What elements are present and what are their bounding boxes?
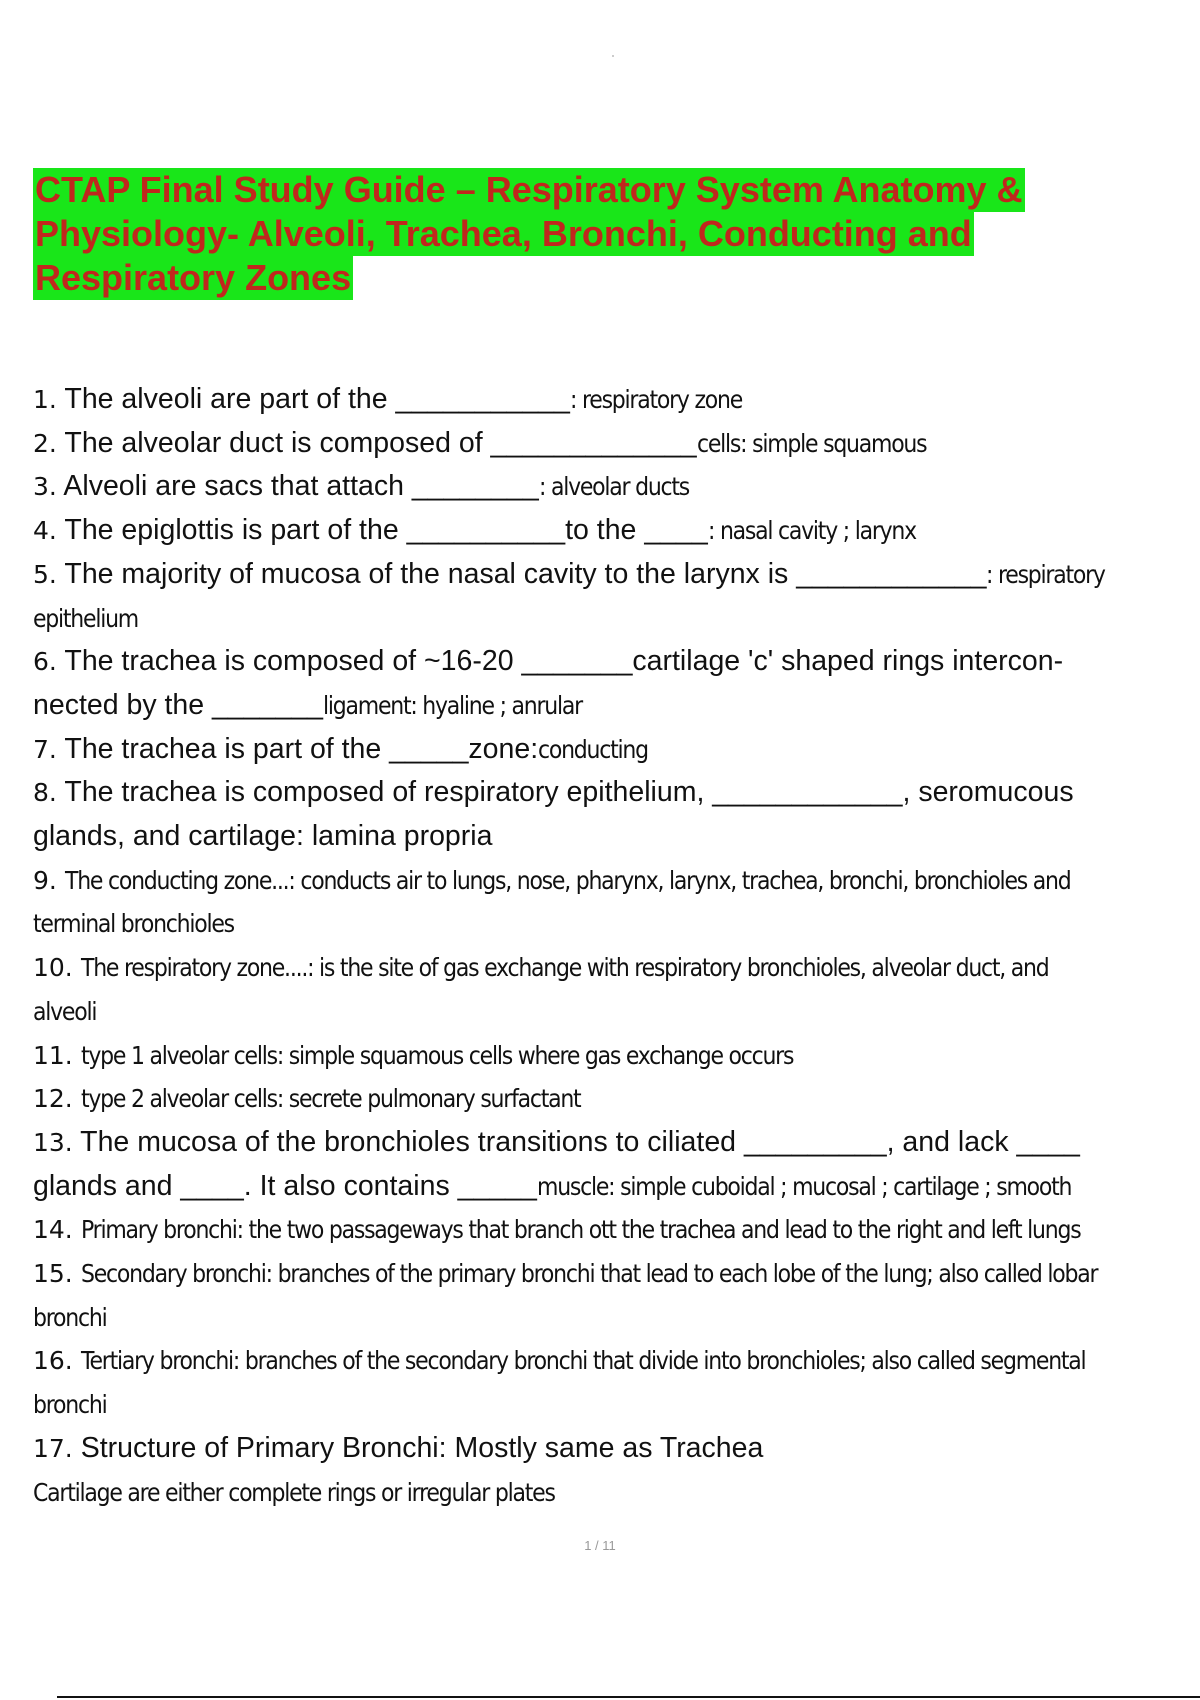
item-text: Structure of Primary Bronchi: Mostly same as Trachea — [80, 1431, 764, 1464]
list-item-continuation — [33, 1383, 1200, 1427]
list-item — [33, 1427, 1200, 1471]
item-number: 10. — [33, 953, 73, 983]
list-item-continuation — [33, 1165, 1200, 1209]
item-text: The alveolar duct is composed of _____________ — [64, 426, 697, 459]
item-text: Alveoli are sacs that attach ________ — [63, 470, 539, 503]
list-item — [33, 422, 1200, 466]
item-answer: ligament: hyaline ; anrular — [323, 690, 582, 720]
item-number: 17. — [33, 1433, 73, 1463]
item-answer: type 1 alveolar cells: simple squamous cells where gas exchange occurs — [80, 1040, 793, 1070]
item-answer: Primary bronchi: the two passageways that branch ott the trachea and lead to the right and left lungs — [80, 1215, 1081, 1245]
item-answer: cells: simple squamous — [696, 428, 926, 458]
list-item — [33, 465, 1200, 509]
list-item — [33, 1034, 1200, 1078]
item-answer: : alveolar ducts — [538, 472, 689, 502]
item-number: 12. — [33, 1084, 73, 1114]
item-answer: : respiratory — [986, 559, 1106, 589]
list-item-continuation — [33, 902, 1200, 946]
item-answer: The respiratory zone....: is the site of gas exchange with respiratory bronchioles, alveolar duct, and — [80, 953, 1049, 983]
item-number: 4. — [33, 516, 57, 546]
item-text: The epiglottis is part of the __________to the ____ — [64, 514, 708, 547]
list-item-continuation — [33, 597, 1200, 641]
item-text: The alveoli are part of the ___________ — [64, 383, 570, 415]
item-number: 13. — [33, 1127, 73, 1157]
item-answer: : respiratory zone — [569, 385, 742, 414]
list-item-continuation — [33, 684, 1200, 728]
title-line-2: Physiology- Alveoli, Trachea, Bronchi, Conducting and — [35, 213, 972, 254]
extra-note-text: Cartilage are either complete rings or irregular plates — [33, 1477, 555, 1507]
item-answer-continuation: epithelium — [33, 603, 139, 633]
page-title — [33, 168, 1133, 300]
item-answer-continuation: bronchi — [33, 1302, 107, 1332]
item-answer: Tertiary bronchi: branches of the secondary bronchi that divide into bronchioles; also called segmental — [80, 1346, 1086, 1376]
item-number: 5. — [33, 559, 57, 589]
list-item — [33, 378, 1200, 422]
item-answer-continuation: terminal bronchioles — [33, 909, 234, 939]
item-number: 3. — [33, 472, 57, 502]
list-item — [33, 1252, 1200, 1296]
item-answer: type 2 alveolar cells: secrete pulmonary surfactant — [80, 1084, 581, 1114]
list-item — [33, 509, 1200, 553]
list-item — [33, 728, 1200, 772]
item-text: The trachea is composed of ~16-20 _______cartilage 'c' shaped rings intercon- — [64, 645, 1064, 678]
list-item — [33, 1208, 1200, 1252]
item-number: 6. — [33, 647, 57, 677]
page-number: 1 / 11 — [584, 1538, 616, 1553]
list-item — [33, 1121, 1200, 1165]
list-item — [33, 553, 1200, 597]
item-number: 16. — [33, 1346, 73, 1376]
item-text-continuation: glands and ____. It also contains _____ — [33, 1169, 537, 1202]
item-answer: Secondary bronchi: branches of the primary bronchi that lead to each lobe of the lung; also called lobar — [80, 1259, 1097, 1289]
item-number: 11. — [33, 1040, 73, 1070]
list-item — [33, 1339, 1200, 1383]
item-answer: muscle: simple cuboidal ; mucosal ; cartilage ; smooth — [536, 1171, 1072, 1201]
item-answer-continuation: alveoli — [33, 996, 97, 1026]
item-number: 15. — [33, 1259, 73, 1289]
list-item-continuation — [33, 815, 1200, 859]
item-number: 8. — [33, 778, 57, 808]
bottom-rule — [57, 1696, 1200, 1698]
extra-note — [33, 1471, 1200, 1515]
item-answer: : nasal cavity ; larynx — [707, 516, 916, 546]
item-number: 2. — [33, 428, 57, 458]
list-item — [33, 946, 1200, 990]
list-item-continuation — [33, 990, 1200, 1034]
item-text-continuation: glands, and cartilage: lamina propria — [33, 820, 493, 853]
item-text: The trachea is composed of respiratory epithelium, ____________, seromucous — [64, 776, 1074, 809]
list-item — [33, 859, 1200, 903]
item-text: The trachea is part of the _____zone: — [64, 732, 539, 765]
item-text: The majority of mucosa of the nasal cavity to the larynx is ____________ — [64, 557, 987, 590]
list-item — [33, 1077, 1200, 1121]
item-number: 9. — [33, 865, 57, 895]
list-item-continuation — [33, 1296, 1200, 1340]
list-item — [33, 771, 1200, 815]
item-number: 14. — [33, 1215, 73, 1245]
item-answer: conducting — [538, 734, 648, 764]
item-text: The mucosa of the bronchioles transitions to ciliated _________, and lack ____ — [80, 1125, 1080, 1158]
title-line-1: CTAP Final Study Guide – Respiratory System Anatomy & — [35, 169, 1023, 210]
item-text-continuation: nected by the _______ — [33, 688, 323, 721]
title-line-3: Respiratory Zones — [35, 257, 352, 298]
item-answer-continuation: bronchi — [33, 1390, 107, 1420]
item-number: 7. — [33, 734, 57, 764]
question-list — [33, 378, 1200, 1514]
item-answer: The conducting zone...: conducts air to lungs, nose, pharynx, larynx, trachea, bronchi, bronchioles and — [64, 865, 1071, 895]
scan-speck — [612, 55, 614, 57]
list-item — [33, 640, 1200, 684]
item-number: 1. — [33, 385, 57, 414]
